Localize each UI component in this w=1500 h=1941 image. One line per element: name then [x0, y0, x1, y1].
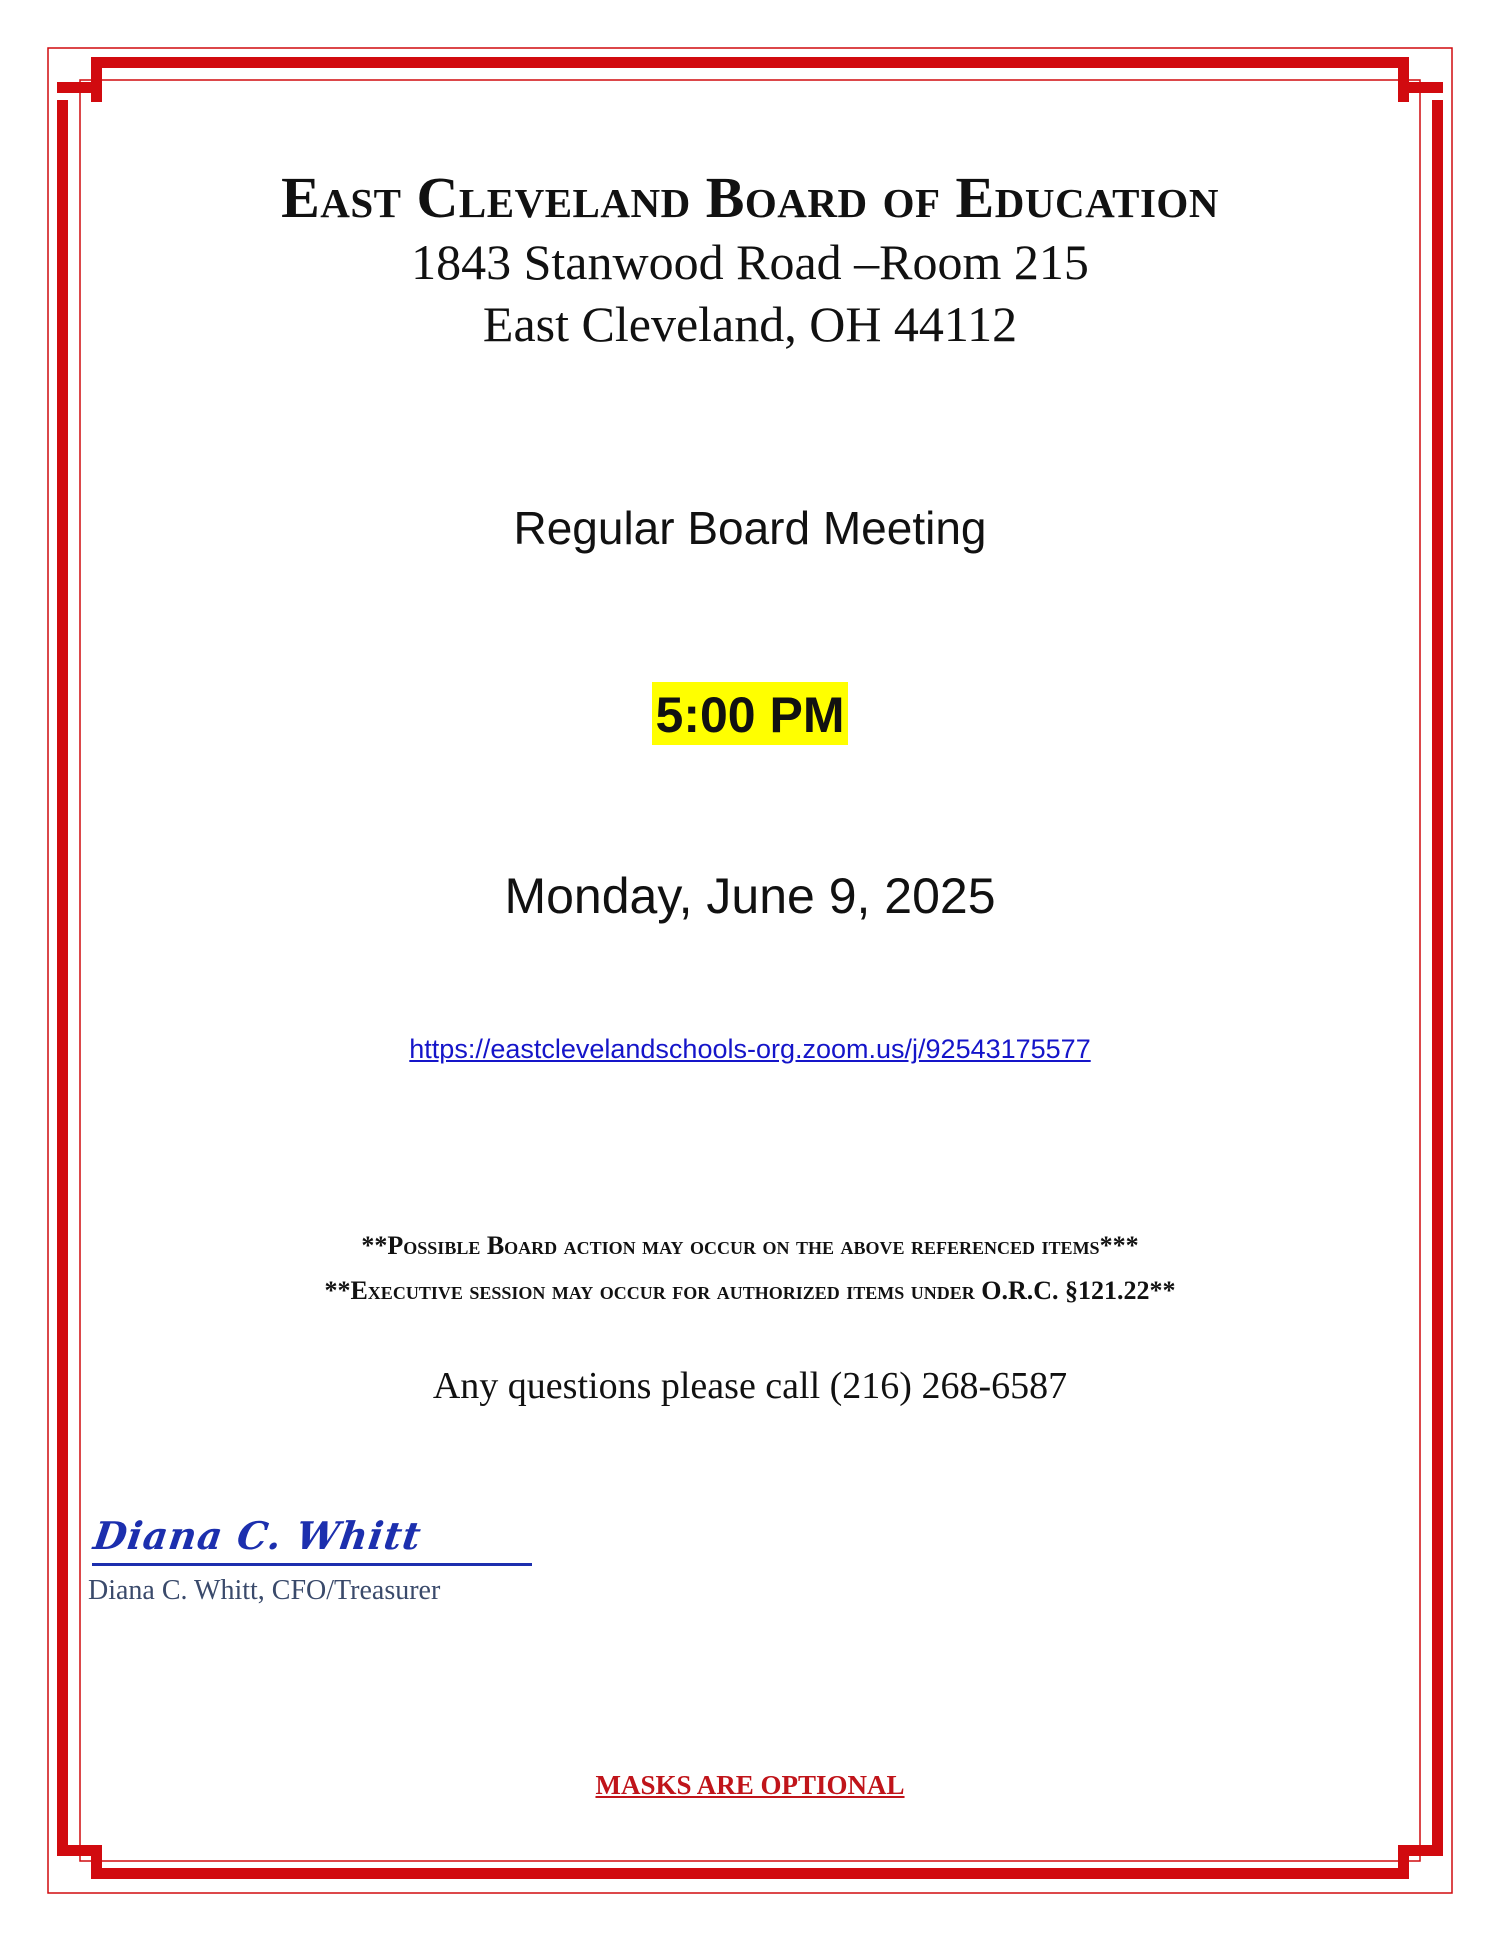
meeting-time-container: [0, 682, 1500, 745]
address-line-2: East Cleveland, OH 44112: [482, 296, 1018, 352]
handwritten-signature: Diana C. Whitt: [90, 1513, 425, 1558]
contact-questions: Any questions please call (216) 268-6587: [432, 1365, 1068, 1407]
zoom-link-container: [0, 1032, 1500, 1066]
masks-notice: MASKS ARE OPTIONAL: [595, 1770, 905, 1800]
meeting-type: Regular Board Meeting: [513, 502, 987, 554]
zoom-meeting-link[interactable]: https://eastclevelandschools-org.zoom.us/j/92543175577: [409, 1034, 1091, 1064]
meeting-time: 5:00 PM: [652, 682, 849, 745]
board-title: East Cleveland Board of Education: [281, 165, 1219, 230]
signer-name: Diana C. Whitt, CFO/Treasurer: [88, 1575, 441, 1606]
executive-session-notice: **Executive session may occur for authorized items under O.R.C. §121.22**: [324, 1276, 1176, 1305]
signature: [92, 1513, 532, 1565]
board-action-notice: **Possible Board action may occur on the above referenced items***: [361, 1231, 1139, 1260]
address-line-1: 1843 Stanwood Road –Room 215: [411, 234, 1089, 290]
meeting-date: Monday, June 9, 2025: [504, 868, 996, 924]
signature-line: [92, 1563, 532, 1566]
